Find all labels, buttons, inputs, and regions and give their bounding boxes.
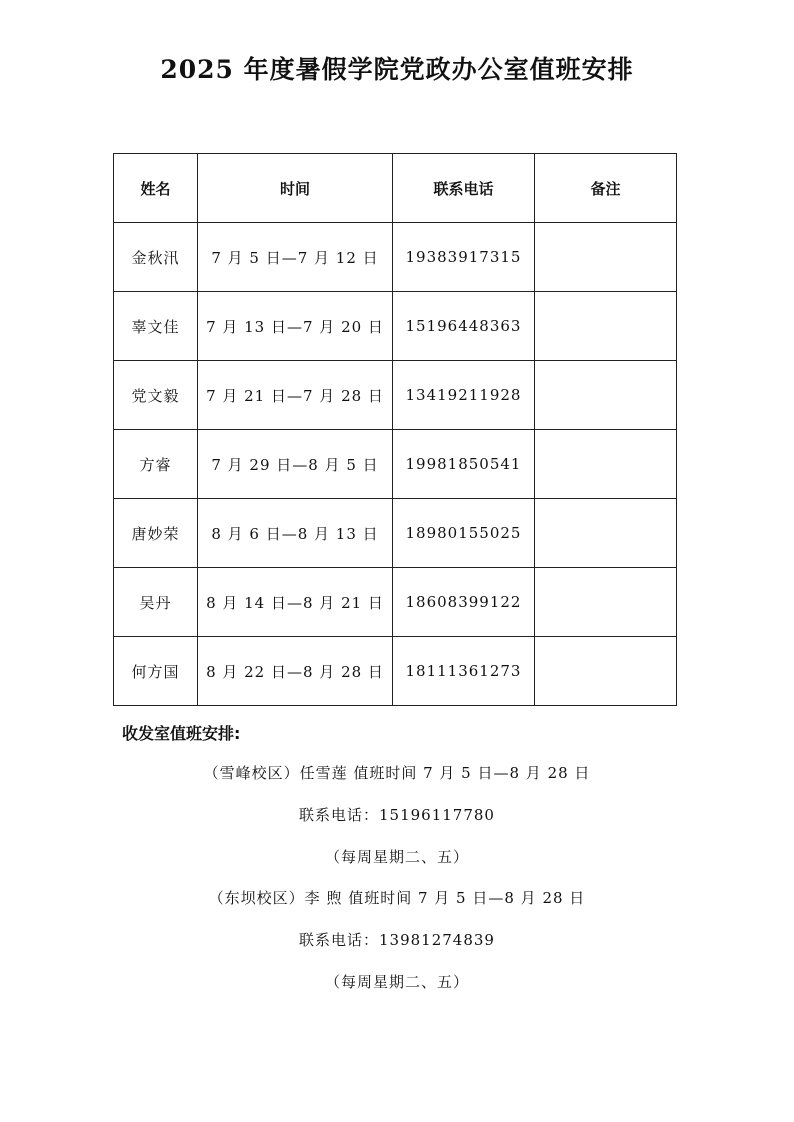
duty-schedule-table [113,153,677,706]
cell-phone: 13419211928 [393,361,535,430]
cell-note [535,637,677,706]
table-row [114,223,677,292]
table-row [114,637,677,706]
cell-phone: 19383917315 [393,223,535,292]
header-name: 姓名 [114,154,198,223]
cell-phone: 18980155025 [393,499,535,568]
dongba-days: （每周星期二、五） [324,973,469,991]
cell-time: 8 月 22 日—8 月 28 日 [198,637,393,706]
table-header-row [114,154,677,223]
cell-note [535,499,677,568]
xuefeng-days: （每周星期二、五） [324,848,469,866]
cell-time: 8 月 14 日—8 月 21 日 [198,568,393,637]
page-title: 2025 年度暑假学院党政办公室值班安排 [160,55,634,84]
dongba-phone: 联系电话：13981274839 [299,931,495,949]
cell-phone: 19981850541 [393,430,535,499]
cell-time: 7 月 5 日—7 月 12 日 [198,223,393,292]
cell-name: 辜文佳 [114,292,198,361]
xuefeng-duty-line: （雪峰校区）任雪莲 值班时间 7 月 5 日—8 月 28 日 [203,764,591,782]
cell-name: 唐妙荣 [114,499,198,568]
table-row [114,361,677,430]
header-note: 备注 [535,154,677,223]
cell-time: 8 月 6 日—8 月 13 日 [198,499,393,568]
cell-phone: 15196448363 [393,292,535,361]
table-row [114,430,677,499]
cell-note [535,430,677,499]
header-phone: 联系电话 [393,154,535,223]
cell-phone: 18111361273 [393,637,535,706]
table-row [114,568,677,637]
mailroom-heading: 收发室值班安排: [122,724,241,743]
cell-note [535,568,677,637]
table-row [114,499,677,568]
cell-time: 7 月 29 日—8 月 5 日 [198,430,393,499]
cell-time: 7 月 13 日—7 月 20 日 [198,292,393,361]
cell-name: 何方国 [114,637,198,706]
cell-note [535,361,677,430]
dongba-duty-line: （东坝校区）李 煦 值班时间 7 月 5 日—8 月 28 日 [208,889,586,907]
cell-phone: 18608399122 [393,568,535,637]
cell-note [535,292,677,361]
cell-name: 金秋汛 [114,223,198,292]
cell-name: 党文毅 [114,361,198,430]
cell-name: 吴丹 [114,568,198,637]
cell-note [535,223,677,292]
cell-time: 7 月 21 日—7 月 28 日 [198,361,393,430]
header-time: 时间 [198,154,393,223]
xuefeng-phone: 联系电话：15196117780 [299,806,495,824]
table-row [114,292,677,361]
cell-name: 方睿 [114,430,198,499]
